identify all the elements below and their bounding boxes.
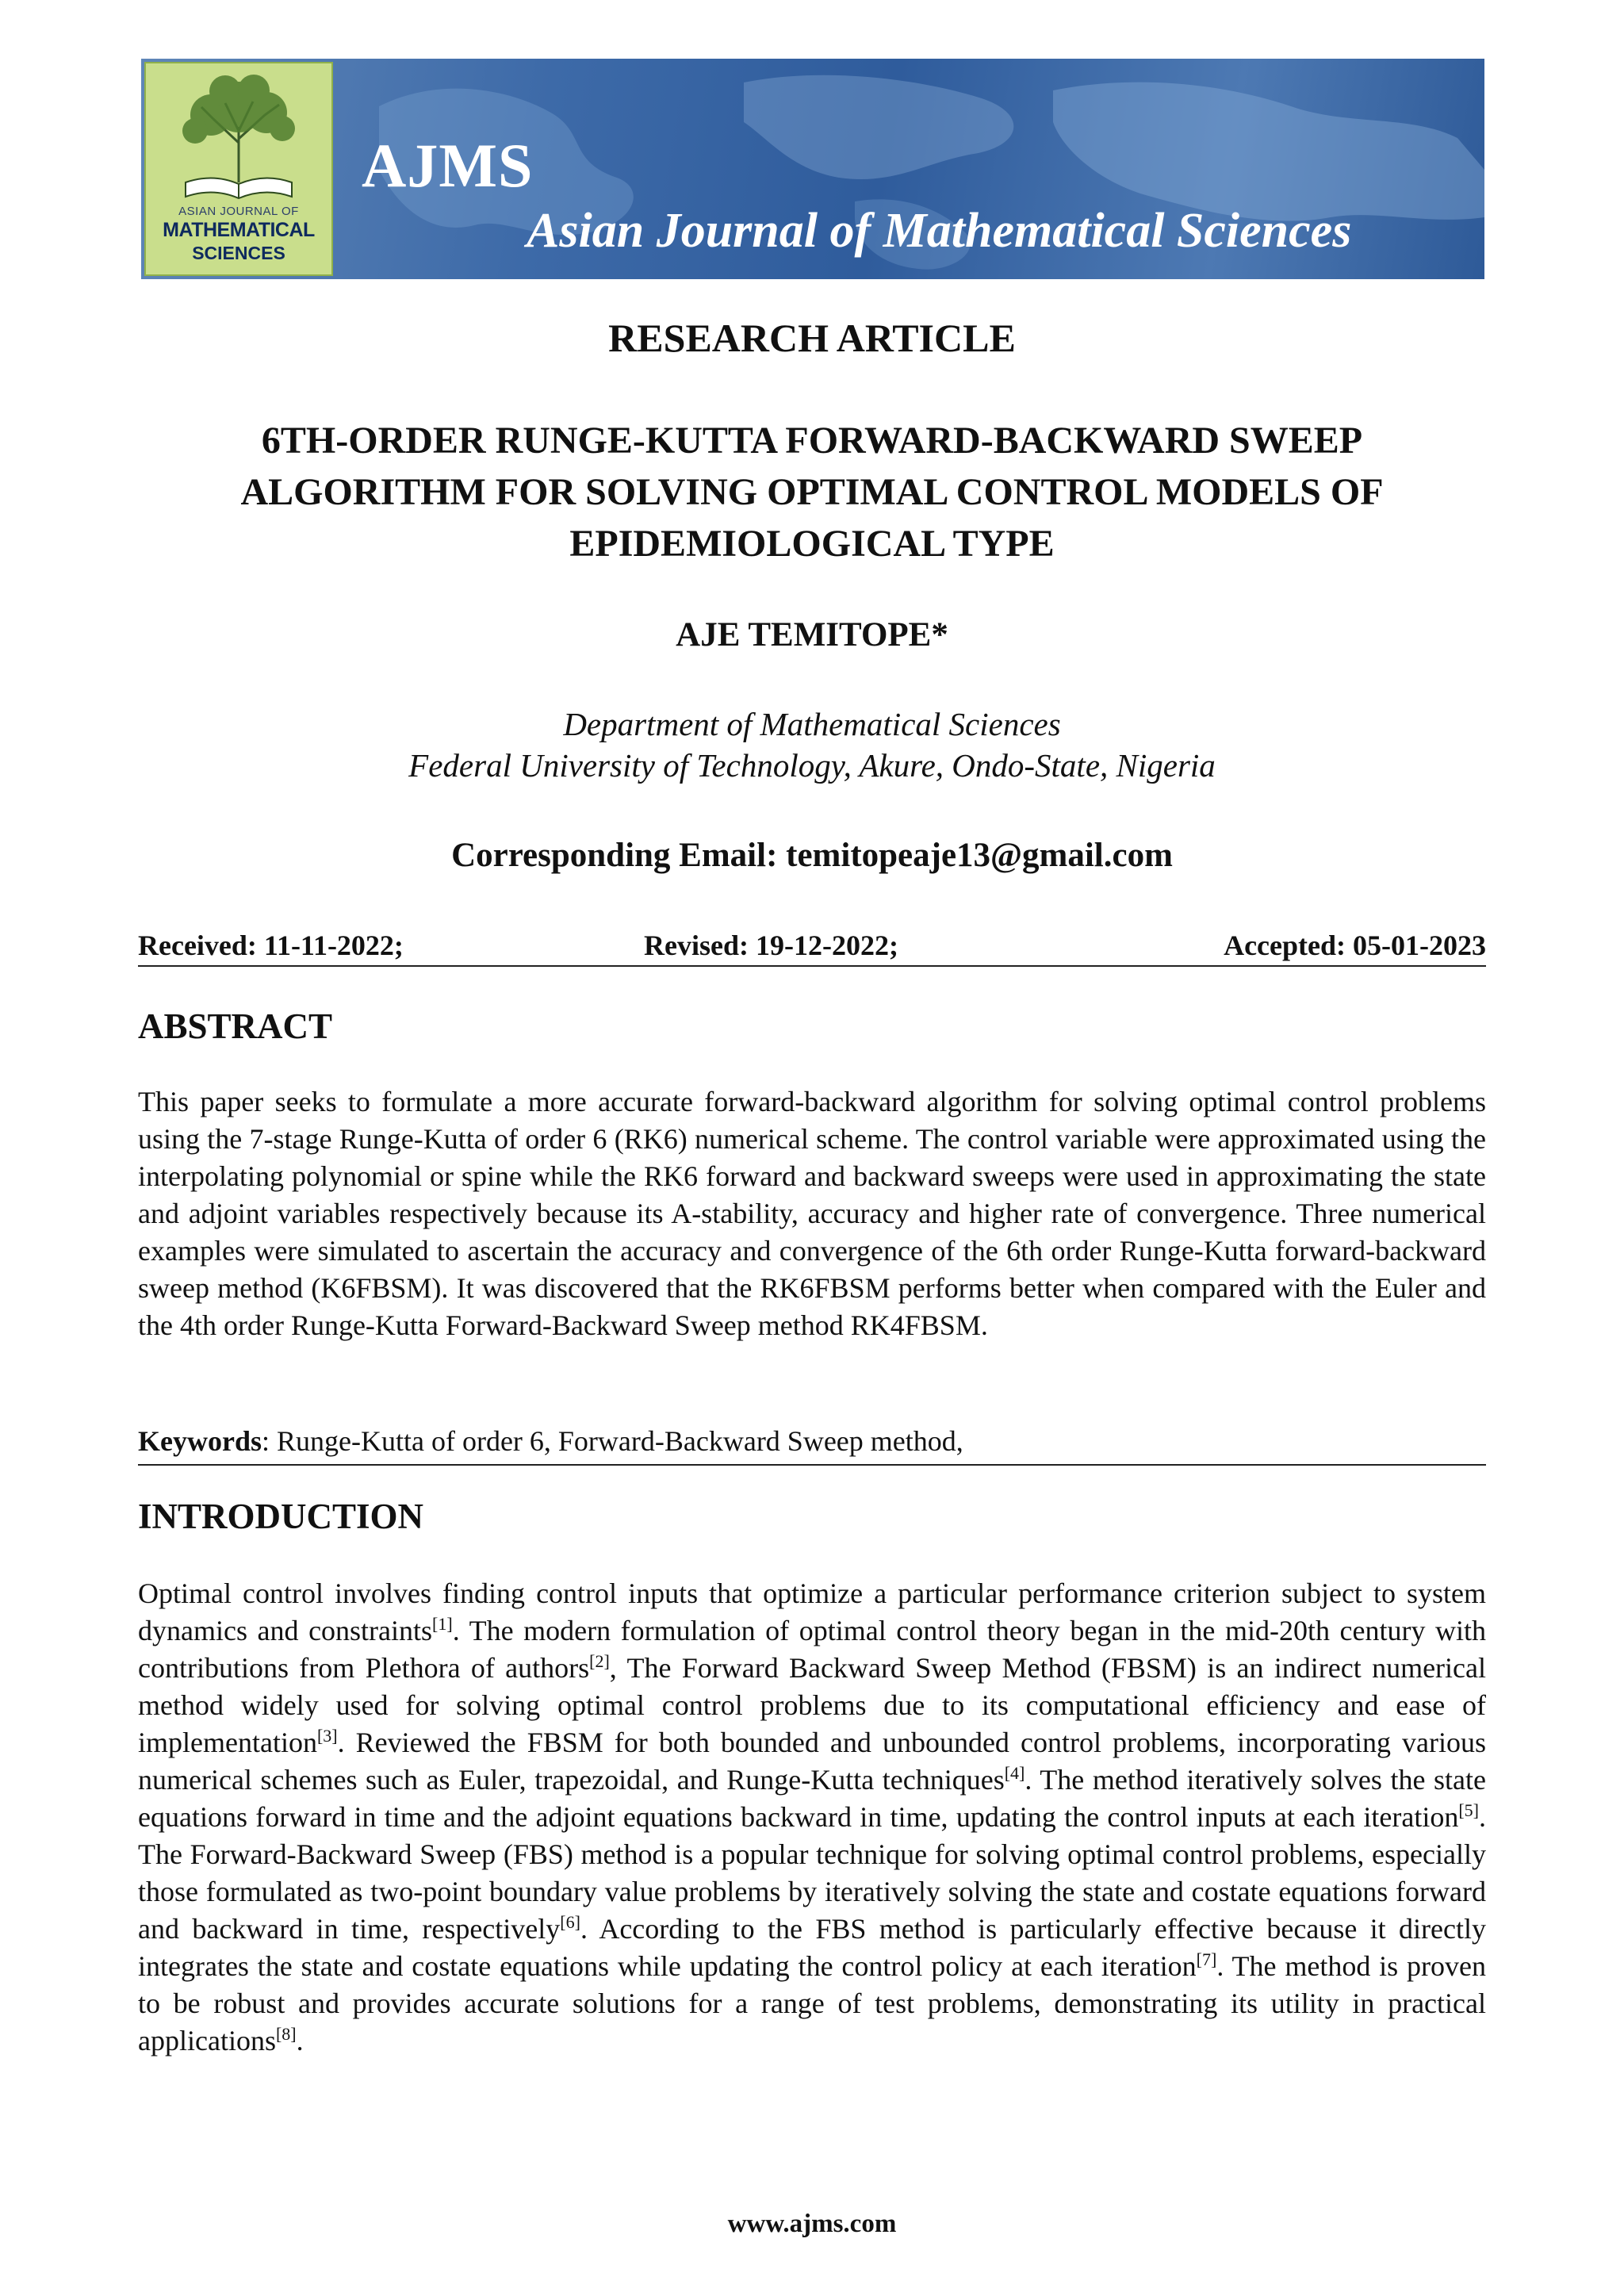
- abstract-text: This paper seeks to formulate a more accurate forward-backward algorithm for solving optimal control problems using the 7-stage Runge-Kutta of order 6 (RK6) numerical scheme. The control variable were approximated using the interpolating polynomial or spine while the RK6 forward and backward sweeps were used in approximating the state and adjoint variables respectively because its A-stability, accuracy and higher rate of convergence. Three numerical examples were simulated to ascertain the accuracy and convergence of the 6th order Runge-Kutta forward-backward sweep method (K6FBSM). It was discovered that the RK6FBSM performs better when compared with the Euler and the 4th order Runge-Kutta Forward-Backward Sweep method RK4FBSM.: [138, 1086, 1486, 1341]
- intro-segment: . The modern formulation of optimal control theory began in the mid-20th century with contributions from Plethora of authors: [138, 1615, 1487, 1684]
- introduction-heading: INTRODUCTION: [138, 1497, 424, 1536]
- intro-segment: .: [296, 2025, 304, 2056]
- intro-segment: . The Forward-Backward Sweep (FBS) method is a popular technique for solving optimal control problems, especially those formulated as two-point boundary value problems by iteratively solving the state and costate equations forward and backward in time, respectively: [138, 1801, 1486, 1945]
- affiliation-line-1: Department of Mathematical Sciences: [563, 706, 1061, 742]
- revised-date: Revised: 19-12-2022;: [644, 930, 898, 961]
- intro-segment: . The method iteratively solves the state equations forward in time and the adjoint equations backward in time, updating the control inputs at each iteration: [138, 1764, 1486, 1833]
- abstract-heading: ABSTRACT: [138, 1006, 333, 1046]
- footer-url[interactable]: www.ajms.com: [727, 2210, 897, 2238]
- author: AJE TEMITOPE*: [676, 616, 948, 654]
- logo-line-1: ASIAN JOURNAL OF: [178, 205, 299, 218]
- accepted-date: Accepted: 05-01-2023: [1224, 930, 1486, 961]
- article-type: RESEARCH ARTICLE: [608, 316, 1016, 360]
- affiliation-line-2: Federal University of Technology, Akure, Ondo-State, Nigeria: [408, 747, 1216, 784]
- journal-name: Asian Journal of Mathematical Sciences: [527, 204, 1352, 258]
- citation[interactable]: [6]: [560, 1912, 580, 1932]
- intro-segment: . According to the FBS method is particularly effective because it directly integrates the state and costate equations while updating the control policy at each iteration: [138, 1913, 1486, 1982]
- intro-segment: . The method is proven to be robust and provides accurate solutions for a range of test problems, demonstrating its utility in practical applications: [138, 1950, 1487, 2056]
- citation[interactable]: [3]: [316, 1726, 338, 1746]
- paper-title: [0, 415, 1624, 569]
- citation[interactable]: [2]: [589, 1651, 610, 1671]
- affiliation: [0, 703, 1624, 786]
- intro-segment: . Reviewed the FBSM for both bounded and unbounded control problems, incorporating various numerical schemes such as Euler, trapezoidal, and Runge-Kutta techniques: [138, 1727, 1486, 1796]
- introduction-text: [138, 1575, 1486, 2060]
- dates-row: [138, 922, 1486, 967]
- keywords-label: Keywords: [138, 1425, 262, 1457]
- keywords: [138, 1424, 1486, 1466]
- citation[interactable]: [4]: [1004, 1763, 1025, 1783]
- journal-logo: [144, 62, 333, 276]
- intro-segment: Optimal control involves finding control inputs that optimize a particular performance criterion subject to system dynamics and constraints: [138, 1577, 1486, 1646]
- journal-banner: [141, 59, 1484, 279]
- intro-segment: , The Forward Backward Sweep Method (FBSM) is an indirect numerical method widely used for solving optimal control problems due to its computational efficiency and ease of implementation: [138, 1652, 1486, 1758]
- keywords-text: : Runge-Kutta of order 6, Forward-Backward Sweep method,: [262, 1425, 963, 1457]
- logo-line-2: MATHEMATICAL: [163, 219, 315, 241]
- tree-book-icon: [146, 63, 331, 206]
- corresponding-email: Corresponding Email: temitopeaje13@gmail.com: [451, 837, 1173, 874]
- received-date: Received: 11-11-2022;: [138, 930, 404, 961]
- logo-line-3: SCIENCES: [192, 243, 285, 263]
- citation[interactable]: [1]: [432, 1614, 453, 1634]
- journal-acronym: AJMS: [362, 131, 534, 200]
- citation[interactable]: [8]: [275, 2024, 297, 2044]
- citation[interactable]: [7]: [1196, 1949, 1217, 1969]
- paper-title-text: 6TH-ORDER RUNGE-KUTTA FORWARD-BACKWARD SWEEP ALGORITHM FOR SOLVING OPTIMAL CONTROL MODELS OF EPIDEMIOLOGICAL TYPE: [240, 420, 1384, 565]
- citation[interactable]: [5]: [1458, 1800, 1479, 1820]
